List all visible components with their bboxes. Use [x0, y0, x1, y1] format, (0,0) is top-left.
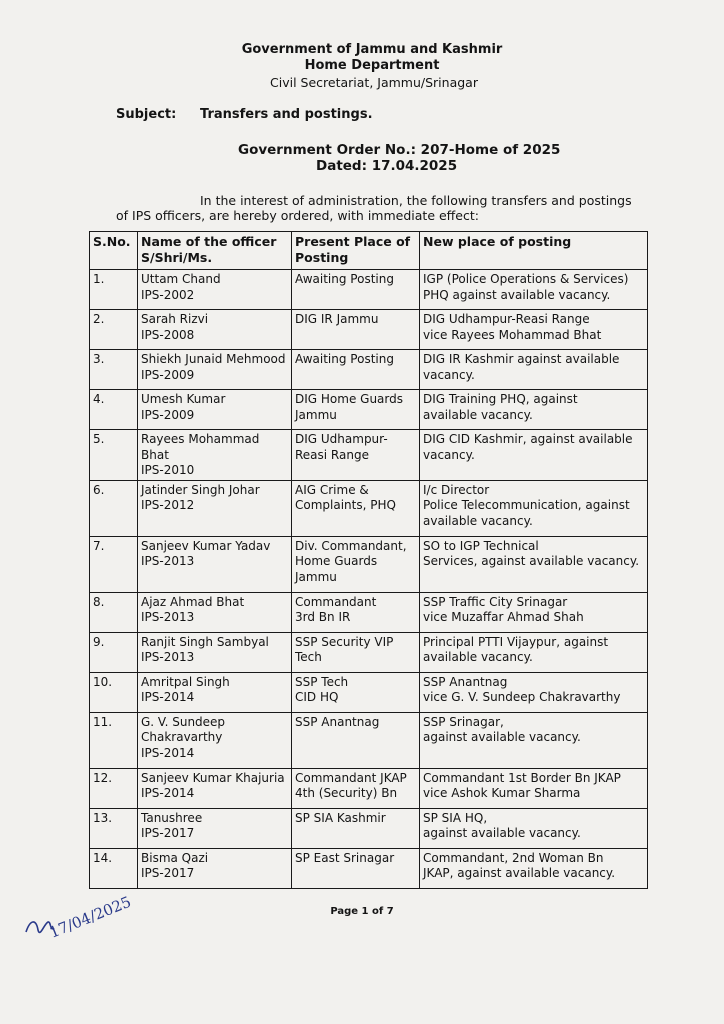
header-government: Government of Jammu and Kashmir — [241, 42, 503, 57]
cell-present-posting: Div. Commandant, Home Guards Jammu — [292, 536, 420, 592]
cell-new-posting: Commandant 1st Border Bn JKAP vice Ashok Kumar Sharma — [420, 768, 648, 808]
handwritten-date: 17/04/2025 — [46, 892, 134, 942]
header-sno: S.No. — [90, 232, 138, 270]
cell-officer-name: Sarah Rizvi IPS-2008 — [138, 310, 292, 350]
cell-sno: 11. — [90, 712, 138, 768]
table-row — [90, 712, 648, 768]
order-date: Dated: 17.04.2025 — [316, 158, 458, 174]
table-row — [90, 310, 648, 350]
cell-new-posting: IGP (Police Operations & Services) PHQ against available vacancy. — [420, 270, 648, 310]
cell-new-posting: DIG Training PHQ, against available vacancy. — [420, 390, 648, 430]
header-secretariat: Civil Secretariat, Jammu/Srinagar — [270, 75, 478, 90]
table-row — [90, 390, 648, 430]
cell-new-posting: Principal PTTI Vijaypur, against available vacancy. — [420, 632, 648, 672]
cell-present-posting: SSP Anantnag — [292, 712, 420, 768]
cell-officer-name: Sanjeev Kumar Yadav IPS-2013 — [138, 536, 292, 592]
postings-table — [89, 231, 648, 889]
table-row — [90, 350, 648, 390]
cell-officer-name: Uttam Chand IPS-2002 — [138, 270, 292, 310]
cell-sno: 8. — [90, 592, 138, 632]
cell-new-posting: Commandant, 2nd Woman Bn JKAP, against available vacancy. — [420, 848, 648, 888]
cell-present-posting: SSP Tech CID HQ — [292, 672, 420, 712]
cell-officer-name: Ranjit Singh Sambyal IPS-2013 — [138, 632, 292, 672]
header-officer-name: Name of the officer S/Shri/Ms. — [138, 232, 292, 270]
cell-sno: 13. — [90, 808, 138, 848]
cell-new-posting: SSP Srinagar, against available vacancy. — [420, 712, 648, 768]
cell-new-posting: SO to IGP Technical Services, against available vacancy. — [420, 536, 648, 592]
cell-sno: 1. — [90, 270, 138, 310]
cell-sno: 2. — [90, 310, 138, 350]
table-row — [90, 430, 648, 481]
cell-sno: 7. — [90, 536, 138, 592]
header-new-posting: New place of posting — [420, 232, 648, 270]
cell-new-posting: DIG CID Kashmir, against available vacancy. — [420, 430, 648, 481]
cell-present-posting: SP East Srinagar — [292, 848, 420, 888]
cell-sno: 5. — [90, 430, 138, 481]
intro-line-2: of IPS officers, are hereby ordered, with immediate effect: — [116, 208, 479, 223]
table-row — [90, 672, 648, 712]
table-row — [90, 848, 648, 888]
cell-present-posting: Awaiting Posting — [292, 270, 420, 310]
cell-sno: 14. — [90, 848, 138, 888]
page-number: Page 1 of 7 — [330, 906, 394, 917]
table-header-row — [90, 232, 648, 270]
cell-officer-name: Umesh Kumar IPS-2009 — [138, 390, 292, 430]
cell-officer-name: Shiekh Junaid Mehmood IPS-2009 — [138, 350, 292, 390]
cell-sno: 3. — [90, 350, 138, 390]
table-row — [90, 536, 648, 592]
cell-officer-name: G. V. Sundeep Chakravarthy IPS-2014 — [138, 712, 292, 768]
cell-officer-name: Ajaz Ahmad Bhat IPS-2013 — [138, 592, 292, 632]
cell-sno: 10. — [90, 672, 138, 712]
cell-present-posting: Commandant JKAP 4th (Security) Bn — [292, 768, 420, 808]
table-row — [90, 632, 648, 672]
cell-new-posting: SSP Anantnag vice G. V. Sundeep Chakravarthy — [420, 672, 648, 712]
cell-present-posting: SP SIA Kashmir — [292, 808, 420, 848]
table-row — [90, 592, 648, 632]
header-department: Home Department — [304, 58, 440, 73]
cell-new-posting: SSP Traffic City Srinagar vice Muzaffar Ahmad Shah — [420, 592, 648, 632]
cell-sno: 9. — [90, 632, 138, 672]
cell-present-posting: AIG Crime & Complaints, PHQ — [292, 480, 420, 536]
cell-present-posting: DIG IR Jammu — [292, 310, 420, 350]
cell-officer-name: Amritpal Singh IPS-2014 — [138, 672, 292, 712]
cell-new-posting: I/c Director Police Telecommunication, against available vacancy. — [420, 480, 648, 536]
cell-present-posting: DIG Udhampur- Reasi Range — [292, 430, 420, 481]
cell-new-posting: DIG Udhampur-Reasi Range vice Rayees Mohammad Bhat — [420, 310, 648, 350]
table-row — [90, 808, 648, 848]
cell-present-posting: Commandant 3rd Bn IR — [292, 592, 420, 632]
cell-new-posting: SP SIA HQ, against available vacancy. — [420, 808, 648, 848]
table-row — [90, 768, 648, 808]
table-row — [90, 270, 648, 310]
cell-new-posting: DIG IR Kashmir against available vacancy. — [420, 350, 648, 390]
subject-label: Subject: — [116, 107, 177, 122]
cell-sno: 12. — [90, 768, 138, 808]
cell-officer-name: Jatinder Singh Johar IPS-2012 — [138, 480, 292, 536]
intro-line-1: In the interest of administration, the following transfers and postings — [200, 193, 632, 208]
cell-sno: 6. — [90, 480, 138, 536]
cell-officer-name: Bisma Qazi IPS-2017 — [138, 848, 292, 888]
header-present-posting: Present Place of Posting — [292, 232, 420, 270]
cell-sno: 4. — [90, 390, 138, 430]
subject-text: Transfers and postings. — [200, 107, 373, 122]
table-row — [90, 480, 648, 536]
order-number: Government Order No.: 207-Home of 2025 — [238, 142, 561, 158]
cell-officer-name: Tanushree IPS-2017 — [138, 808, 292, 848]
cell-officer-name: Sanjeev Kumar Khajuria IPS-2014 — [138, 768, 292, 808]
cell-present-posting: Awaiting Posting — [292, 350, 420, 390]
cell-present-posting: SSP Security VIP Tech — [292, 632, 420, 672]
cell-present-posting: DIG Home Guards Jammu — [292, 390, 420, 430]
cell-officer-name: Rayees Mohammad Bhat IPS-2010 — [138, 430, 292, 481]
